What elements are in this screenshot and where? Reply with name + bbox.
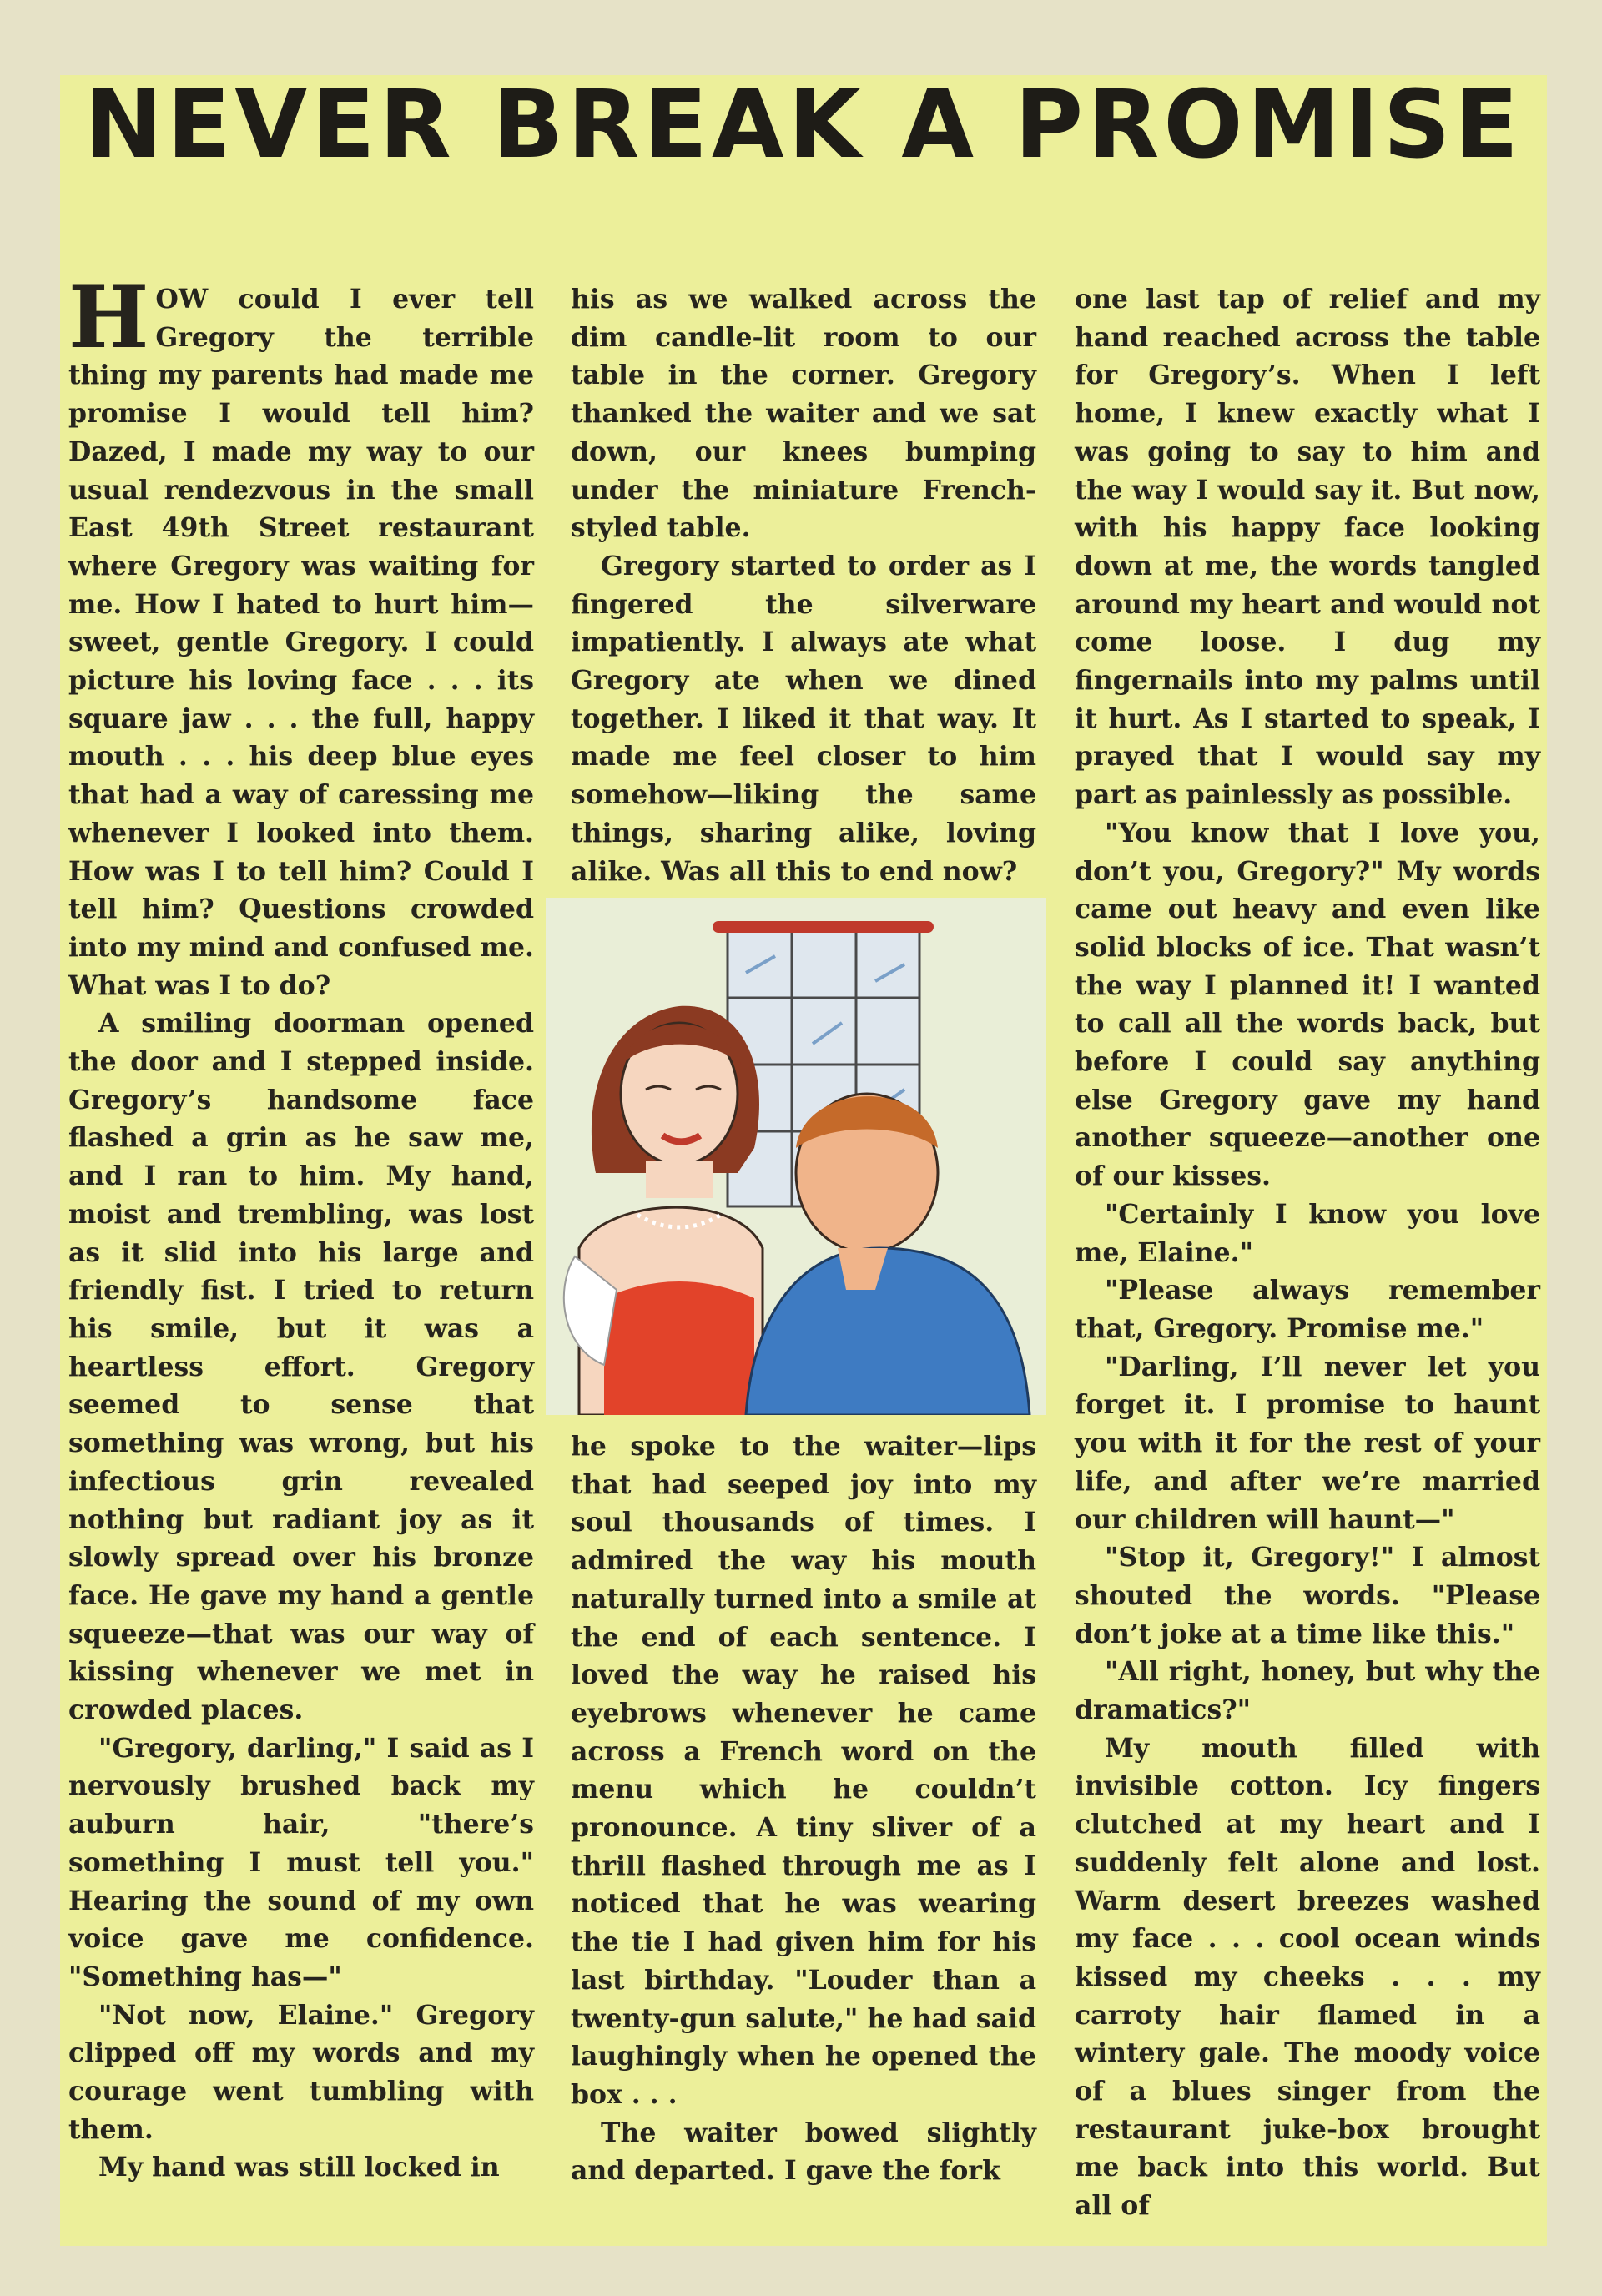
- text-column-3: [1075, 280, 1540, 2225]
- paragraph: "Darling, I’ll never let you forget it. I promise to haunt you with it for the rest of your life, and after we’re married our children will haunt—": [1075, 1351, 1540, 1535]
- text-column-2-bottom: [571, 1427, 1036, 2190]
- story-title: NEVER BREAK A PROMISE: [84, 71, 1523, 179]
- paragraph: My mouth filled with invisible cotton. Icy fingers clutched at my heart and I suddenly felt alone and lost. Warm desert breezes washed my face . . . cool ocean winds kissed my cheeks . . . my carroty hair flamed in a wintery gale. The moody voice of a blues singer from the restaurant juke-box brought me back into this world. But all of: [1075, 1732, 1540, 2222]
- paragraph: "Not now, Elaine." Gregory clipped off my words and my courage went tumbling with them.: [68, 1999, 534, 2145]
- paragraph: A smiling doorman opened the door and I stepped inside. Gregory’s handsome face flashed a grin as he saw me, and I ran to him. My hand, moist and trembling, was lost as it slid into his large and friendly fist. I tried to return his smile, but it was a heartless effort. Gregory seemed to sense that something was wrong, but his infectious grin revealed nothing but radiant joy as it slowly spread over his bronze face. He gave my hand a gentle squeeze—that was our way of kissing whenever we met in crowded places.: [68, 1008, 534, 1726]
- paragraph: "Gregory, darling," I said as I nervously brushed back my auburn hair, "there’s something I must tell you." Hearing the sound of my own voice gave me confidence. "Something has—": [68, 1732, 534, 1992]
- paragraph: "Stop it, Gregory!" I almost shouted the words. "Please don’t joke at a time like this.": [1075, 1542, 1540, 1649]
- text-column-1: [68, 268, 534, 2187]
- paragraph: "You know that I love you, don’t you, Gregory?" My words came out heavy and even like solid blocks of ice. That wasn’t the way I planned it! I wanted to call all the words back, but before I could say anything else Gregory gave my hand another squeeze—another one of our kisses.: [1075, 817, 1540, 1192]
- paragraph: "Certainly I know you love me, Elaine.": [1075, 1198, 1540, 1268]
- text-column-2-top: [571, 280, 1036, 929]
- paragraph: his as we walked across the dim candle-lit room to our table in the corner. Gregory thanked the waiter and we sat down, our knees bumping under the miniature French-styled table.: [571, 284, 1036, 544]
- paragraph: "All right, honey, but why the dramatics?": [1075, 1656, 1540, 1726]
- paragraph: "Please always remember that, Gregory. Promise me.": [1075, 1275, 1540, 1344]
- drop-cap: H: [68, 268, 149, 368]
- paragraph: The waiter bowed slightly and departed. I gave the fork: [571, 2117, 1036, 2187]
- paragraph: he spoke to the waiter—lips that had seeped joy into my soul thousands of times. I admired the way his mouth naturally turned into a smile at the end of each sentence. I loved the way he raised his eyebrows whenever he came across a French word on the menu which he couldn’t pronounce. A tiny sliver of a thrill flashed through me as I noticed that he was wearing the tie I had given him for his last birthday. "Louder than a twenty-gun salute," he had said laughingly when he opened the box . . .: [571, 1431, 1036, 2110]
- paragraph: [68, 268, 534, 1004]
- couple-illustration: [546, 898, 1046, 1415]
- paragraph-text: OW could I ever tell Gregory the terrible thing my parents had made me promise I would tell him? Dazed, I made my way to our usual rendezvous in the small East 49th Street restaurant where Gregory was waiting for me. How I hated to hurt him—sweet, gentle Gregory. I could picture his loving face . . . its square jaw . . . the full, happy mouth . . . his deep blue eyes that had a way of caressing me whenever I looked into them. How was I to tell him? Could I tell him? Questions crowded into my mind and confused me. What was I to do?: [68, 284, 534, 1001]
- paragraph: one last tap of relief and my hand reached across the table for Gregory’s. When I left home, I knew exactly what I was going to say to him and the way I would say it. But now, with his happy face looking down at me, the words tangled around my heart and would not come loose. I dug my fingernails into my palms until it hurt. As I started to speak, I prayed that I would say my part as painlessly as possible.: [1075, 284, 1540, 811]
- paragraph: My hand was still locked in: [98, 2152, 500, 2183]
- paragraph: Gregory started to order as I fingered the silverware impatiently. I always ate what Gregory ate when we dined together. I liked it that way. It made me feel closer to him somehow—liking the same things, sharing alike, loving alike. Was all this to end now?: [571, 550, 1036, 887]
- story-illustration: [546, 898, 1046, 1415]
